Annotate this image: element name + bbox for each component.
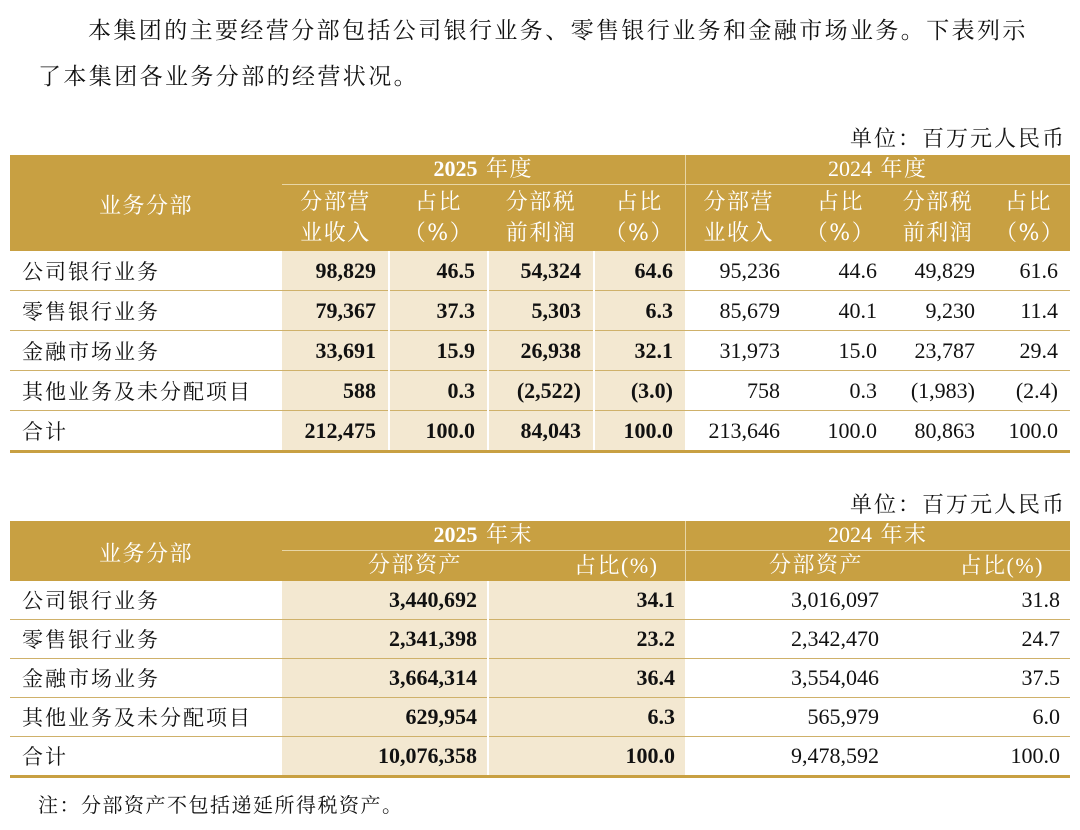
table-cell: 3,664,314	[282, 659, 488, 698]
column-header	[685, 185, 792, 252]
row-label: 合计	[10, 737, 282, 777]
table-row	[10, 698, 1070, 737]
column-header-line: 分部营	[300, 190, 371, 215]
table-cell: 758	[685, 371, 792, 411]
table-cell: 3,554,046	[685, 659, 889, 698]
table-cell: 44.6	[792, 251, 889, 291]
column-header-line: （%）	[995, 221, 1065, 246]
table-cell: 37.3	[389, 291, 488, 331]
row-label: 零售银行业务	[10, 291, 282, 331]
row-label: 其他业务及未分配项目	[10, 698, 282, 737]
table-row	[10, 737, 1070, 777]
year-2024-header: 2024 年度	[685, 155, 1070, 185]
table-cell: 79,367	[282, 291, 389, 331]
table-cell: 100.0	[987, 411, 1070, 452]
column-header-line: （%）	[604, 221, 674, 246]
table-cell: 31,973	[685, 331, 792, 371]
table1-unit-label: 单位：百万元人民币	[849, 127, 1066, 152]
column-header-line: 占比	[615, 190, 663, 215]
table-cell: 6.0	[889, 698, 1070, 737]
table-cell: 31.8	[889, 581, 1070, 620]
table-cell: 98,829	[282, 251, 389, 291]
column-header: 占比(%)	[889, 551, 1070, 582]
year-2025-end-header: 2025 年末	[282, 521, 685, 551]
column-header-line: 前利润	[902, 221, 974, 246]
row-label: 公司银行业务	[10, 251, 282, 291]
table-cell: 5,303	[488, 291, 594, 331]
column-header-line: 前利润	[505, 221, 577, 246]
table-cell: (1,983)	[889, 371, 987, 411]
table-cell: 9,478,592	[685, 737, 889, 777]
column-header-line: 分部营	[703, 190, 774, 215]
row-label: 金融市场业务	[10, 659, 282, 698]
table-row	[10, 291, 1070, 331]
column-header: 占比(%)	[488, 551, 685, 582]
row-label: 其他业务及未分配项目	[10, 371, 282, 411]
table-cell: 54,324	[488, 251, 594, 291]
table-cell: 565,979	[685, 698, 889, 737]
column-header-line: 分部税	[505, 190, 577, 215]
column-header-line: 占比	[414, 190, 462, 215]
table-cell: 213,646	[685, 411, 792, 452]
year-2024-end-header: 2024 年末	[685, 521, 1070, 551]
table-cell: 24.7	[889, 620, 1070, 659]
row-label: 合计	[10, 411, 282, 452]
column-header	[792, 185, 889, 252]
table-row	[10, 331, 1070, 371]
table-cell: 37.5	[889, 659, 1070, 698]
column-header: 分部资产	[685, 551, 889, 582]
table-cell: 64.6	[594, 251, 685, 291]
column-header	[889, 185, 987, 252]
table-cell: 6.3	[488, 698, 685, 737]
segment-header: 业务分部	[10, 155, 282, 251]
column-header-line: 占比	[816, 190, 864, 215]
table-cell: (3.0)	[594, 371, 685, 411]
year-2025-header: 2025 年度	[282, 155, 685, 185]
table-cell: 34.1	[488, 581, 685, 620]
table-cell: (2.4)	[987, 371, 1070, 411]
table-cell: 23.2	[488, 620, 685, 659]
table-cell: 15.9	[389, 331, 488, 371]
table-cell: 100.0	[889, 737, 1070, 777]
column-header	[987, 185, 1070, 252]
table-cell: 23,787	[889, 331, 987, 371]
table-cell: 100.0	[792, 411, 889, 452]
table-cell: 0.3	[389, 371, 488, 411]
table-cell: 36.4	[488, 659, 685, 698]
column-header-line: 业收入	[703, 221, 774, 246]
segment-assets-table	[10, 521, 1070, 778]
row-label: 零售银行业务	[10, 620, 282, 659]
table-cell: 29.4	[987, 331, 1070, 371]
table-cell: 100.0	[488, 737, 685, 777]
table-row	[10, 251, 1070, 291]
table-cell: 85,679	[685, 291, 792, 331]
column-header-line: （%）	[805, 221, 876, 246]
table-cell: 33,691	[282, 331, 389, 371]
footnote: 注：分部资产不包括递延所得税资产。	[38, 793, 404, 817]
table-cell: 212,475	[282, 411, 389, 452]
table-row	[10, 659, 1070, 698]
table-cell: 9,230	[889, 291, 987, 331]
column-header-line: 业收入	[300, 221, 371, 246]
column-header	[282, 185, 389, 252]
column-header-line: 占比	[1004, 190, 1052, 215]
table-cell: 32.1	[594, 331, 685, 371]
table-row	[10, 620, 1070, 659]
table-cell: 2,341,398	[282, 620, 488, 659]
table-cell: 40.1	[792, 291, 889, 331]
table-row	[10, 411, 1070, 452]
row-label: 金融市场业务	[10, 331, 282, 371]
table-cell: 26,938	[488, 331, 594, 371]
table-cell: 15.0	[792, 331, 889, 371]
table-cell: 95,236	[685, 251, 792, 291]
table-cell: 6.3	[594, 291, 685, 331]
table-cell: 0.3	[792, 371, 889, 411]
table-cell: 46.5	[389, 251, 488, 291]
table-cell: 10,076,358	[282, 737, 488, 777]
table-cell: 80,863	[889, 411, 987, 452]
row-label: 公司银行业务	[10, 581, 282, 620]
table-cell: 84,043	[488, 411, 594, 452]
table-cell: (2,522)	[488, 371, 594, 411]
table-cell: 3,016,097	[685, 581, 889, 620]
column-header: 分部资产	[282, 551, 488, 582]
table-cell: 11.4	[987, 291, 1070, 331]
table-cell: 100.0	[389, 411, 488, 452]
table-cell: 3,440,692	[282, 581, 488, 620]
intro-paragraph: 本集团的主要经营分部包括公司银行业务、零售银行业务和金融市场业务。下表列示了本集团各业务分部的经营状况。	[38, 18, 1028, 90]
table-row	[10, 581, 1070, 620]
table-cell: 2,342,470	[685, 620, 889, 659]
segment-header: 业务分部	[10, 521, 282, 581]
column-header	[488, 185, 594, 252]
column-header-line: 分部税	[902, 190, 974, 215]
table-row	[10, 371, 1070, 411]
table-cell: 49,829	[889, 251, 987, 291]
column-header	[389, 185, 488, 252]
table-cell: 629,954	[282, 698, 488, 737]
column-header-line: （%）	[403, 221, 474, 246]
column-header	[594, 185, 685, 252]
table2-unit-label: 单位：百万元人民币	[849, 493, 1066, 518]
segment-performance-table	[10, 155, 1070, 453]
table-cell: 588	[282, 371, 389, 411]
table-cell: 61.6	[987, 251, 1070, 291]
table-cell: 100.0	[594, 411, 685, 452]
